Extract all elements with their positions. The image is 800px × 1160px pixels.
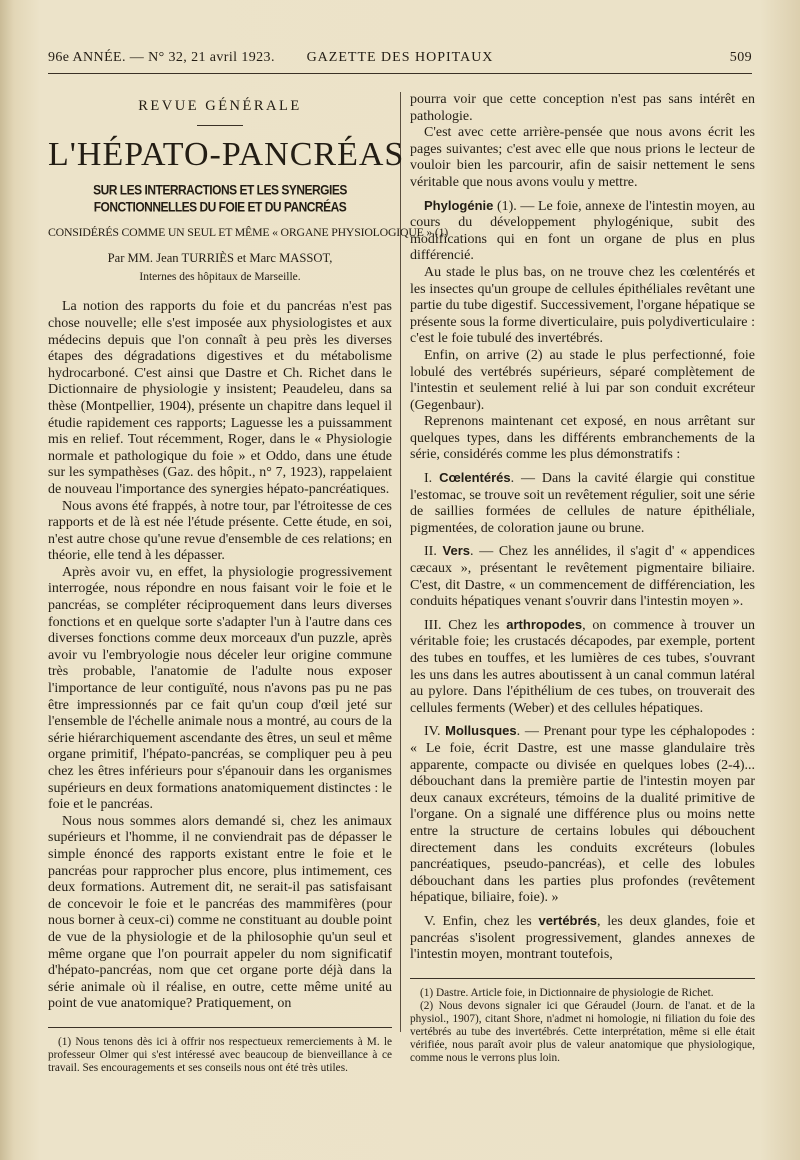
type-number: IV.	[424, 724, 446, 740]
paragraph: Reprenons maintenant cet exposé, en nous arrêtant sur quelques types, dans les différents embranchements de la série, considérés comme les plus démonstratifs :	[410, 414, 755, 463]
type-paragraph	[410, 617, 755, 718]
type-paragraph	[410, 723, 755, 907]
paragraph: pourra voir que cette conception n'est pas sans intérêt en pathologie.	[410, 92, 755, 124]
type-text: . — Chez les annélides, il s'agit d' « appendices cæcaux », présentant le revêtement pigmentaire biliaire. C'est, dit Dastre, « un commencement de différenciation, les conduits hépatiques venant s'ouvrir dans l'intestin moyen ».	[410, 544, 755, 610]
phylogenie-paragraph	[410, 198, 755, 265]
type-paragraph	[410, 543, 755, 610]
paragraph: Nous nous sommes alors demandé si, chez les animaux supérieurs et l'homme, il ne conviendrait pas de dépasser le simple énoncé des rapports existant entre le foie et le pancréas pour rapprocher plus encore, plus intimement, ces deux formations. Autrement dit, ne serait-il pas satisfaisant de concevoir le foie et le pancréas des mammifères (pour nous borner à ceux-ci) comme ne constituant au double point de vue de la physiologie et de la philosophie qu'un seul et même organe que l'on pourrait appeler du nom significatif d'hépato-pancréas, nom que cet organe porte déjà dans la série animale où il réalise, en outre, cette même unité au point de vue anatomique? Pratiquement, on	[48, 813, 392, 1012]
footnote: (1) Dastre. Article foie, in Dictionnaire de physiologie de Richet.	[420, 986, 714, 999]
type-name: Vers	[442, 543, 471, 559]
article-subtitle-2: CONSIDÉRÉS COMME UN SEUL ET MÊME « ORGANE PHYSIOLOGIQUE » (1)	[48, 224, 449, 239]
header-rule	[48, 73, 752, 74]
page-number: 509	[729, 50, 752, 65]
paragraph: Enfin, on arrive (2) au stade le plus perfectionné, foie lobulé des vertébrés supérieurs, séparé complètement de l'intestin et seulement relié à lui par son conduit excréteur (Gegenbaur).	[410, 347, 755, 413]
phylogenie-heading: Phylogénie	[424, 197, 494, 213]
type-number: I.	[424, 471, 440, 487]
issue-line: 96e ANNÉE. — N° 32, 21 avril 1923.	[48, 50, 275, 65]
type-text: , on commence à trouver un véritable foie; les crustacés décapodes, par exemple, portent des tubes en touffes, et les lumières de ces tubes, s'ouvrant les uns dans les autres aboutissent à un canal commun latéral au pylore. Dans l'épithélium de ces tubes, on trouverait des cellules ferments (Weber) et des cellules hépatiques.	[410, 617, 755, 716]
footnote-rule	[48, 1027, 392, 1028]
type-number: V. Enfin, chez les	[424, 913, 539, 929]
phylogenie-text: (1). — Le foie, annexe de l'intestin moyen, au cours du développement phylogénique, subit des modifications qui en font un organe de plus en plus différencié.	[410, 198, 755, 264]
paragraph: Nous avons été frappés, à notre tour, par l'étroitesse de ces rapports et de là est née l'étude présente. Cette étude, en soi, n'est autre chose qu'une revue d'ensemble de ces relations; en théorie, elle tend à les dépasser.	[48, 498, 392, 564]
affiliation: Internes des hôpitaux de Marseille.	[139, 270, 301, 283]
authors: Par MM. Jean TURRIÈS et Marc MASSOT,	[107, 251, 333, 266]
footnote: (1) Nous tenons dès ici à offrir nos respectueux remerciements à M. le professeur Olmer qui s'est intéressé avec beaucoup de bienveillance à ce travail. Ses encouragements et ses conseils nous ont été très utiles.	[48, 1035, 392, 1074]
journal-title: GAZETTE DES HOPITAUX	[306, 50, 494, 65]
type-name: Mollusques	[445, 723, 517, 739]
article-title: L'HÉPATO-PANCRÉAS	[48, 135, 405, 173]
type-text: . — Dans la cavité élargie qui constitue l'estomac, se trouve soit un revêtement régulier, soit une série de saillies formées de cellules de nature épithéliale, pigmentées, de coloration jaune ou brune.	[410, 471, 756, 536]
paragraph: Après avoir vu, en effet, la physiologie progressivement interrogée, nous répondre en nous faisant voir le foie et le pancréas, se compléter réciproquement dans leurs diverses fonctions et en quelque sorte s'adapter l'un à l'autre dans ces diverses fonctions comme deux morceaux d'un puzzle, après avoir vu l'embryologie nous déceler leur origine commune très probable, l'anatomie de l'adulte nous exposer l'importance de leur contiguïté, nous n'avons pas pu ne pas être impressionnés par ce fait qu'un coup d'œil jeté sur l'ensemble de l'échelle animale nous a montré, au cours de la série hiérarchiquement ascendante des êtres, un seul et même organe primitif, l'hépato-pancréas, se compliquer peu à peu chez les êtres inférieurs pour s'épanouir dans les organismes supérieurs en deux formations anatomiquement distinctes : le foie et le pancréas.	[48, 564, 392, 813]
type-text: , les deux glandes, foie et pancréas s'isolent progressivement, glandes annexes de l'intestin moyen, montrant toutefois,	[410, 913, 755, 963]
right-column	[410, 92, 755, 1065]
section-title: REVUE GÉNÉRALE	[138, 98, 302, 114]
paragraph: La notion des rapports du foie et du pancréas n'est pas chose nouvelle; elle s'est imposée aux physiologistes et aux médecins depuis que l'on connaît à peu près les diverses étapes des dégradations digestives et du métabolisme hydrocarboné. C'est ainsi que Dastre et Ch. Richet dans le Dictionnaire de physiologie y insistent; Peaudeleu, dans sa thèse (Montpellier, 1904), présente un chapitre dans lequel il étudie rapidement ces rapports; Laguesse les a puissamment mis en relief. Tout récemment, Roger, dans le « Physiologie normale et pathologique du foie » et Oddo, dans une étude sur les sympathèses (Gaz. des hôpit., n° 7, 1923), rappelaient de nouveau l'importance des synergies hépato-pancréatiques.	[48, 299, 392, 497]
footnote: (2) Nous devons signaler ici que Géraudel (Journ. de l'anat. et de la physiol., 1907), citant Shore, n'admet ni homologie, ni filiation du foie des vertébrés au tube des invertébrés. Cette interprétation, même si elle était vérifiée, nous paraît avoir plus de valeur anatomique que physiologique, comme nous le verrons plus loin.	[410, 999, 755, 1064]
type-paragraph	[410, 470, 755, 537]
paragraph: Au stade le plus bas, on ne trouve chez les cœlentérés et les insectes qu'un groupe de cellules épithéliales revêtant une partie du tube digestif. Successivement, l'organe hépatique se présente sous la forme diverticulaire, puis polydiverticulaire : c'est le foie tubulé des invertébrés.	[410, 264, 755, 347]
type-name: vertébrés	[538, 912, 598, 928]
type-name: arthropodes	[506, 616, 583, 632]
paragraph: C'est avec cette arrière-pensée que nous avons écrit les pages suivantes; c'est avec elle que nous prions le lecteur de vouloir bien les parcourir, afin de saisir nettement le sens véritable que nous avons voulu y mettre.	[410, 125, 755, 190]
type-name: Cœlentérés	[439, 470, 511, 486]
footnote-rule	[410, 978, 755, 979]
page-header	[48, 50, 752, 72]
article-subtitle: SUR LES INTERRACTIONS ET LES SYNERGIES FONCTIONNELLES DU FOIE ET DU PANCRÉAS	[93, 181, 347, 215]
type-paragraph	[410, 913, 755, 964]
type-number: III. Chez les	[424, 617, 507, 633]
type-text: . — Prenant pour type les céphalopodes : « Le foie, écrit Dastre, est une masse glandulaire très apparente, compacte ou divisée en quelques lobes (2-4)... débouchant dans la première partie de l'intestin moyen par deux canaux excréteurs, témoins de la dualité primitive de l'organe. On a signalé une différence plus ou moins nette entre la structure de certains lobules qui débouchent directement dans les conduits excréteurs (lobules pancréatiques, pseudo-pancréas), et celle des lobules débouchant dans les parties plus profondes (revêtement hépatique, biliaire, foie). »	[410, 724, 755, 906]
title-rule	[197, 125, 243, 126]
type-number: II.	[424, 544, 443, 560]
